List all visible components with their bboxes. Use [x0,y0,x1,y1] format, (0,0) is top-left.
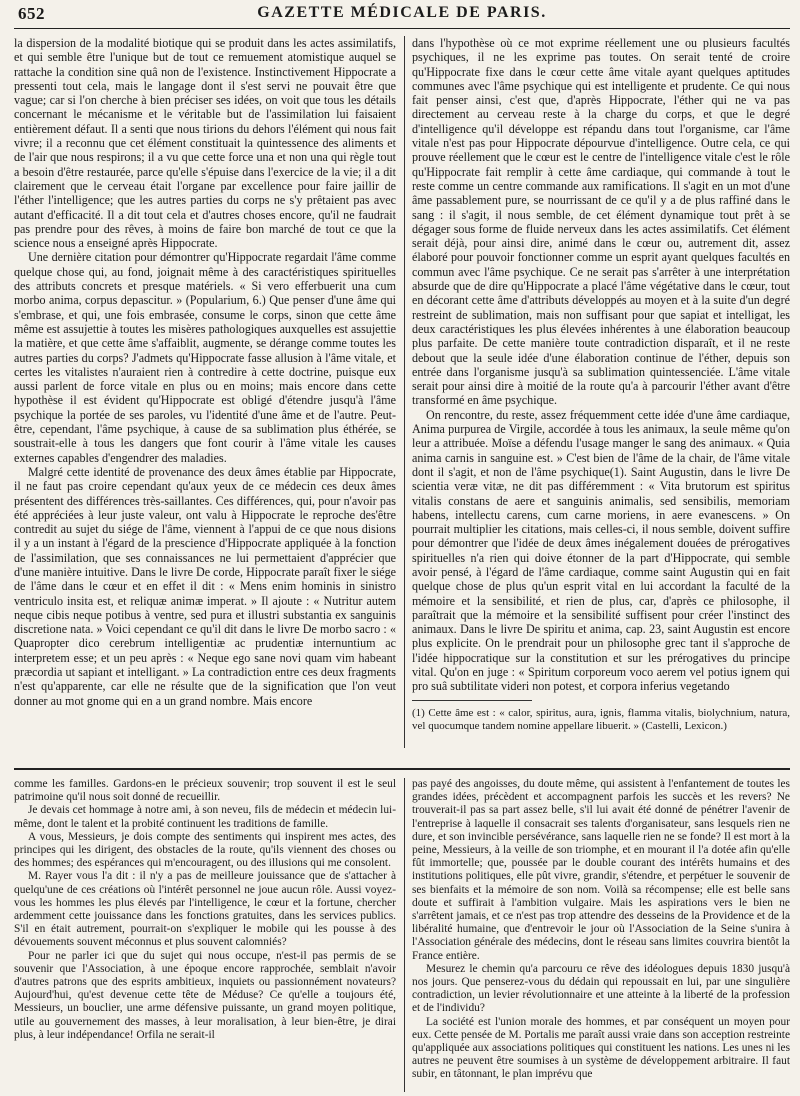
paragraph: M. Rayer vous l'a dit : il n'y a pas de meilleure jouissance que de s'attacher à quelqu'une de ces créations où l'intérêt personnel ne joue aucun rôle. Aussi voyez-vous les hommes les plus élevés par l'intelligence, le cœur et la fortune, chercher ardemment cette jouissance dans les fonctions gratuites, dans les services publics. S'il en était autrement, pourrait-on s'expliquer le mobile qui les pousse à des dévouements souvent méconnus et plus souvent calomniés? [14,870,396,949]
paragraph: On rencontre, du reste, assez fréquemment cette idée d'une âme cardiaque, Anima purpurea de Virgile, accordée à tous les animaux, la seule même qu'on leur a attribuée. Moïse a défendu l'usage manger le sang des animaux. « Quia anima carnis in sanguine est. » C'est bien de l'âme de la chair, de l'âme vitale dont il s'agit, et non de l'âme psychique(1). Saint Augustin, dans le livre De scientia veræ vitæ, ne dit pas différemment : « Vita brutorum est spiritus vitalis constans de aere et sanguinis animalis, sed sensibilis, memoriam habens, intellectu carens, cum carne moriens, in aere evanescens. » On pourrait multiplier les citations, mais celles-ci, il nous semble, doivent suffire pour démontrer que l'idée de deux âmes inégalement douées de prérogatives spirituelles n'a rien qui doive étonner de la part d'Hippocrate, qui semble avoir pensé, à l'égard de l'âme cardiaque, comme saint Augustin qui en fait quelque chose de plus qu'un esprit vital en lui accordant la faculté de la mémoire et la sensibilité, et rien de plus, car, d'après ce philosophe, il paraîtrait que la mémoire et la sensibilité suffisent pour créer l'instinct des animaux. Dans le livre De spiritu et anima, cap. 23, saint Augustin est encore plus explicite. On le prendrait pour un philosophe grec tant il s'approche de l'idée hippocratique sur la constitution et sur les prérogatives du principe vital. Qu'on en juge : « Spiritum corporeum voco aerem vel potius ignem qui pro suâ subtilitate videri non potest, et corpora inferius vegetando [412,407,790,694]
paragraph: la dispersion de la modalité biotique qui se produit dans les actes assimilatifs, et qui semble être l'unique but de tout ce remuement atomistique auquel se rattache la condition sine quâ non de l'existence. Instinctivement Hippocrate a pressenti tout cela, mais le langage dont il s'est servi ne pouvait être que vague; car si l'on cherche à bien préciser ses idées, on voit que tous les détails concernant le mécanisme et le véritable but de l'assimilation lui faisaient entièrement défaut. Il a senti que nous tirions du dehors l'élément qui nous fait vivre; il a reconnu que cet élément constituait la quintessence des aliments et de l'air que nous respirons; il a vu que cette force una et non una qui règle tout a besoin d'être restaurée, parce qu'elle s'épuise dans l'exercice de la vie; il a dit clairement que le cerveau était l'organe par excellence pour faire jaillir de l'éther l'intelligence; que les autres parties du corps ne s'y prêtaient pas avec autant d'efficacité. Il a dit tout cela et d'autres choses encore, qu'il ne faudrait pas prendre pour des rêves, à moins de faire bon marché de tout ce que la science nous a enseigné après Hippocrate. [14,36,396,251]
page-header [14,4,790,29]
paragraph: comme les familles. Gardons-en le précieux souvenir; trop souvent il est le seul patrimoine qu'il nous soit donné de recueillir. [14,778,396,804]
bottom-right-column [412,778,790,1092]
paragraph: A vous, Messieurs, je dois compte des sentiments qui inspirent mes actes, des principes qui les dirigent, des obstacles de la route, qu'ils viennent des choses ou des hommes; des espérances qui m'encouragent, ou des illusions qui me consolent. [14,830,396,870]
paragraph: Une dernière citation pour démontrer qu'Hippocrate regardait l'âme comme quelque chose qui, au fond, joignait même à des caractéristiques spirituelles des attributs concrets et presque matériels. « Si vero efferbuerit una cum morbo anima, corpus depascitur. » (Popularium, 6.) Que penser d'une âme qui s'embrase, et qui, une fois embrasée, consume le corps, sinon que cette âme même est assujettie à toutes les misères pathologiques auxquelles est assujettie la matière, et que cette âme s'affaiblit, augmente, se dérange comme toutes les autres parties du corps? J'admets qu'Hippocrate fasse allusion à l'âme vitale, et certes les vitalistes n'auraient rien à contredire à cette doctrine, puisque eux aussi parlent de force vitale en plus ou en moins; mais encore dans cette hypothèse il est évident qu'Hippocrate est obligé d'étendre jusqu'à l'âme psychique la portée de ses paroles, vu l'identité d'une âme et de l'autre. Peut-être, cependant, l'âme psychique, à cause de sa sublimation plus éthérée, se soustrait-elle à tous les dangers que font courir à l'âme vitale les causes externes capables d'engendrer des maladies. [14,250,396,465]
paragraph: dans l'hypothèse où ce mot exprime réellement une ou plusieurs facultés psychiques, il ne les exprime pas toutes. On serait tenté de croire qu'Hippocrate fixe dans le cœur cette âme vitale ayant quelques aptitudes communes avec l'âme psychique qui est intelligente et prudente. Ce qui nous fait penser ainsi, c'est que, d'après Hippocrate, l'éther qui ne va pas directement au cerveau reste à la charge du corps, et que le degré d'intelligence qu'il développe est répandu dans tout l'organisme, car l'âme vitale n'est pas pour Hippocrate dépourvue d'intelligence. Outre cela, ce qui prouve réellement que le cœur est le centre de l'intelligence vitale c'est le rôle qu'Hippocrate fait remplir à cette âme cardiaque, qui commande à tout le reste comme un centre commande aux ramifications. Il s'agit en un mot d'une âme passablement pure, se nourrissant de ce qu'il y a de plus raffiné dans le sang : il s'agit, il nous semble, de cet élément dynamique tout prêt à se dégager sous forme de fluide nerveux dans les actes assimilatifs. Cet élément serait déjà, pour ainsi dire, animé dans le cœur ou, autrement dit, assez élaboré pour pouvoir fonctionner comme un esprit ayant quelques facultés en commun avec l'âme psychique. Ce ne serait pas s'arrêter à une interprétation absurde que de dire qu'Hippocrate a placé l'âme végétative dans le cœur, tout en décorant cette âme d'attributs développés au moyen et à la suite d'un degré restreint de sublimation, mais non suffisant pour que sapiat et intelligat, les deux caractéristiques les plus élevées inhérentes à une élaboration beaucoup plus parfaite. De cette manière toute contradiction disparaît, et il ne reste debout que la seule idée d'une élaboration continue de l'éther, depuis son entrée dans l'organisme jusqu'à sa sublimation quintessenciée. L'âme vitale serait pour ainsi dire à moitié de la route qu'a à parcourir l'éther avant d'être transformé en âme psychique. [412,36,790,408]
column-divider [404,36,405,748]
paragraph: pas payé des angoisses, du doute même, qui assistent à l'enfantement de toutes les grandes idées, précèdent et accompagnent parfois les succès et les revers? Ne trouverait-il pas sa part assez belle, s'il lui avait été donné de pénétrer l'avenir de l'entreprise à laquelle il consacrait ses talents d'organisateur, sans lesquels rien ne dure, et son invincible persévérance, sans laquelle rien ne se fonde? Il est mort à la peine, Messieurs, à la veille de son triomphe, et en mourant il l'a dotée afin qu'elle fût immortelle; que, poussée par le double courant des intérêts humains et des institutions politiques, elle pût vivre, grandir, s'étendre, et perpétuer le souvenir de ses bienfaits et la mémoire de son nom. Voilà sa récompense; elle est belle sans doute et suffirait à l'ambition vulgaire. Mais les aspirations vers le bien ne s'arrêtent jamais, et ce n'est pas trop attendre des desseins de la Providence et de la libéralité humaine, que d'entrevoir le jour où l'Association de la Seine s'unira à l'Association générale des médecins, dont le réseau sans limites couvrira bientôt la France entière. [412,778,790,962]
top-left-column [14,36,396,748]
column-divider [404,778,405,1092]
bottom-left-column [14,778,396,1092]
paragraph: Pour ne parler ici que du sujet qui nous occupe, n'est-il pas permis de se souvenir que l'Association, à une époque encore rapprochée, semblait n'avoir d'autres patrons que des esprits ambitieux, inquiets ou passionnément novateurs? Aujourd'hui, qu'est devenue cette tête de Méduse? Ce qu'elle a toujours été, Messieurs, un bouclier, une arme défensive puissante, un grand moyen politique, utile au gouvernement des masses, à leur moralisation, à leur bien-être, je dirai plus, à leur indépendance! Orfila ne serait-il [14,949,396,1041]
page-number: 652 [18,4,45,23]
top-right-column [412,36,790,748]
paragraph: La société est l'union morale des hommes, et par conséquent un moyen pour eux. Cette pensée de M. Portalis me paraît aussi vraie dans son acception restreinte qu'appliquée aux associations politiques qui constituent les nations. Les unes ni les autres ne peuvent être soumises à un système de développement arbitraire. Il faut subir, en tâtonnant, le plan imprévu que [412,1015,790,1081]
footnote: (1) Cette âme est : « calor, spiritus, aura, ignis, flamma vitalis, biolychnium, natura, vel quocumque tandem nomine appellare libuerit. » (Castelli, Lexicon.) [412,706,790,732]
paragraph: Je devais cet hommage à notre ami, à son neveu, fils de médecin et médecin lui-même, dont le talent et la probité continuent les traditions de famille. [14,804,396,830]
newspaper-page [14,0,790,1096]
section-divider [14,768,790,770]
footnote-rule [412,700,532,701]
paragraph: Malgré cette identité de provenance des deux âmes établie par Hippocrate, il ne faut pas croire cependant qu'aux yeux de ce médecin ces deux âmes présentent des différences très-saillantes. Ces différences, qui, pour n'avoir pas été appréciées à leur juste valeur, ont valu à Hippocrate le reproche des'être contredit au sujet du siége de l'âme, viennent à l'appui de ce que nous disions il y a un instant à l'égard de la prescience d'Hippocrate appliquée à la fonction de l'assimilation, que ses connaissances ne lui permettaient d'apprécier que d'une manière intuitive. Dans le livre De corde, Hippocrate paraît fixer le siége de l'âme dans le cœur et en effet il dit : « Mens enim hominis in sinistro ventriculo insita est, et reliquæ animæ imperat. » Il ajoute : « Nutritur autem neque cibis neque potibus à ventre, sed pura et illustri substantia ex sanguinis discretione nata. » Voici cependant ce qu'il dit dans le livre De morbo sacro : « Quapropter dico cerebrum intelligentiæ ac prudentiæ internuntium ac interpretem esse; et un peu après : « Neque ego sane novi quam vim habeant præcordia ut sapiant et intelligant. » La contradiction entre ces deux fragments n'est qu'apparente, car elle ne résulte que de la signification que l'on veut donner au mot gnome qui en a un grand nombre. Mais encore [14,464,396,708]
journal-title: GAZETTE MÉDICALE DE PARIS. [257,4,547,21]
paragraph: Mesurez le chemin qu'a parcouru ce rêve des idéologues depuis 1830 jusqu'à nos jours. Que penserez-vous du dédain qui repoussait en lui, par une singulière contradiction, un levier révolutionnaire et une atteinte à la liberté de la profession et de l'individu? [412,962,790,1015]
